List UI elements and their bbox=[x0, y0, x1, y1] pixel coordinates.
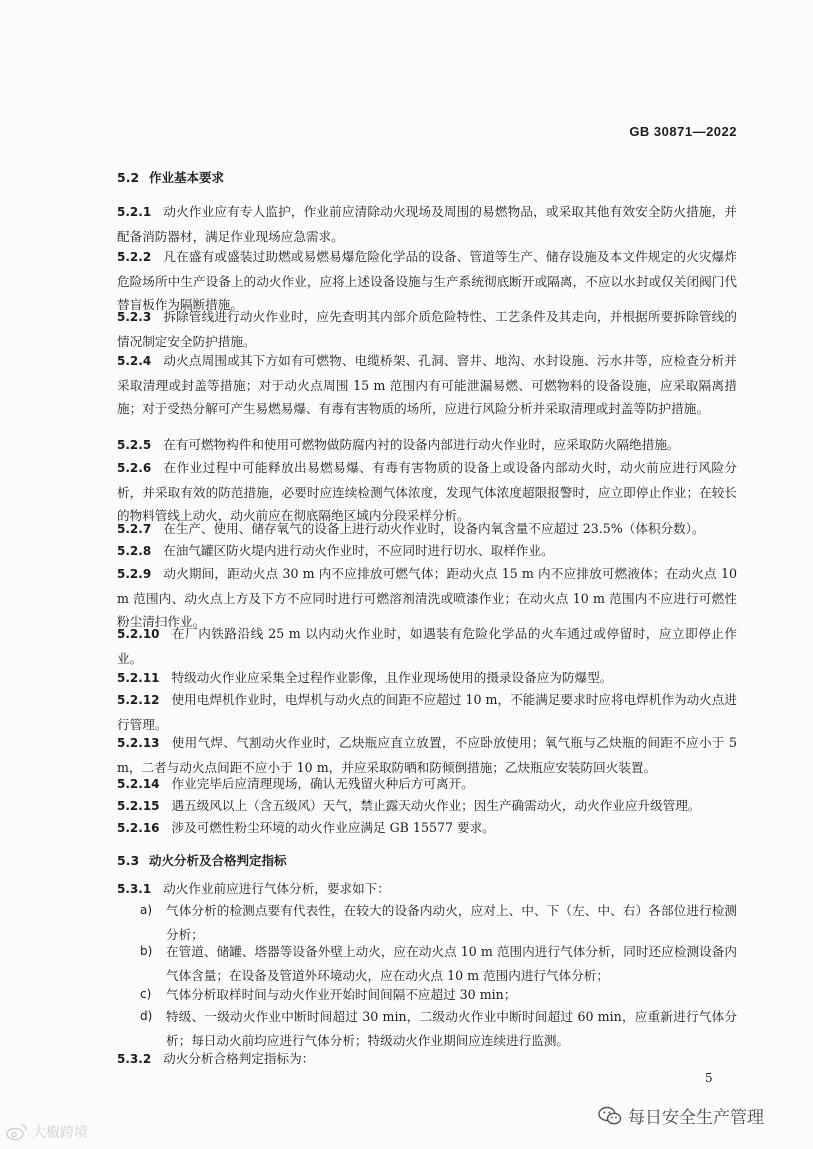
clause-text: 动火期间，距动火点 30 m 内不应排放可燃气体；距动火点 15 m 内不应排放可燃液体；在动火点 10 m 范围内、动火点上方及下方不应同时进行可燃溶剂清洗或喷漆作业；在动火点 10 m 范围内不应进行可燃性粉尘清扫作业。 bbox=[117, 566, 737, 629]
clause-text: 在厂内铁路沿线 25 m 以内动火作业时，如遇装有危险化学品的火车通过或停留时，应立即停止作业。 bbox=[117, 626, 737, 666]
clause-text: 凡在盛有或盛装过助燃或易燃易爆危险化学品的设备、管道等生产、储存设施及本文件规定的火灾爆炸危险场所中生产设备上的动火作业，应将上述设备设施与生产系统彻底断开或隔离，不应以水封或仅关闭阀门代替盲板作为隔断措施。 bbox=[117, 249, 737, 312]
clause-text: 在生产、使用、储存氧气的设备上进行动火作业时，设备内氧含量不应超过 23.5%（体积分数）。 bbox=[163, 521, 705, 536]
list-item-text: 在管道、储罐、塔器等设备外壁上动火，应在动火点 10 m 范围内进行气体分析，同时还应检测设备内气体含量；在设备及管道外环境动火，应在动火点 10 m 范围内进行气体分析； bbox=[166, 944, 737, 983]
clause-number: 5.2.7 bbox=[117, 522, 152, 536]
clause-5-3-1 bbox=[117, 877, 737, 902]
clause-text: 动火分析合格判定指标为： bbox=[163, 1051, 315, 1066]
clause-number: 5.3.1 bbox=[117, 882, 152, 896]
clause-5-2-8 bbox=[117, 539, 737, 564]
section-title: 作业基本要求 bbox=[149, 170, 225, 185]
clause-5-2-7 bbox=[117, 517, 737, 542]
clause-number: 5.3.2 bbox=[117, 1052, 152, 1066]
clause-number: 5.2.11 bbox=[117, 671, 160, 685]
list-item-text: 气体分析的检测点要有代表性，在较大的设备内动火，应对上、中、下（左、中、右）各部位进行检测分析； bbox=[166, 903, 737, 942]
clause-number: 5.2.12 bbox=[117, 693, 160, 707]
clause-5-2-4 bbox=[117, 349, 737, 421]
section-number: 5.2 bbox=[117, 170, 140, 185]
clause-text: 动火作业应有专人监护，作业前应清除动火现场及周围的易燃物品，或采取其他有效安全防火措施，并配备消防器材，满足作业现场应急需求。 bbox=[117, 204, 737, 244]
clause-number: 5.2.3 bbox=[117, 310, 152, 324]
clause-number: 5.2.15 bbox=[117, 799, 160, 813]
list-item-b bbox=[140, 940, 737, 987]
list-item-a bbox=[140, 899, 737, 946]
clause-number: 5.2.13 bbox=[117, 736, 160, 750]
wechat-icon bbox=[598, 1106, 622, 1126]
list-marker: d) bbox=[140, 1009, 153, 1023]
clause-number: 5.2.14 bbox=[117, 777, 160, 791]
list-item-c bbox=[140, 983, 737, 1007]
section-heading-5-2 bbox=[117, 168, 224, 186]
clause-5-2-3 bbox=[117, 305, 737, 353]
section-title: 动火分析及合格判定指标 bbox=[149, 853, 287, 868]
clause-text: 使用气焊、气割动火作业时，乙炔瓶应直立放置，不应卧放使用；氧气瓶与乙炔瓶的间距不应小于 5 m，二者与动火点间距不应小于 10 m，并应采取防晒和防倾倒措施；乙炔瓶应安装防回火装置。 bbox=[117, 735, 737, 775]
watermark-weibo-text: 大椒跨境 bbox=[32, 1125, 88, 1141]
page-number: 5 bbox=[705, 1071, 713, 1085]
section-heading-5-3 bbox=[117, 851, 287, 869]
clause-number: 5.2.6 bbox=[117, 461, 152, 475]
clause-number: 5.2.5 bbox=[117, 438, 152, 452]
clause-5-2-12 bbox=[117, 688, 737, 736]
clause-number: 5.2.1 bbox=[117, 205, 152, 219]
clause-5-2-1 bbox=[117, 200, 737, 248]
clause-text: 遇五级风以上（含五级风）天气，禁止露天动火作业；因生产确需动火，动火作业应升级管理。 bbox=[171, 798, 701, 813]
list-item-text: 气体分析取样时间与动火作业开始时间间隔不应超过 30 min； bbox=[166, 987, 517, 1002]
clause-text: 动火点周围或其下方如有可燃物、电缆桥架、孔洞、窨井、地沟、水封设施、污水井等，应检查分析并采取清理或封盖等措施；对于动火点周围 15 m 范围内有可能泄漏易燃、可燃物料的设备设施，应采取隔离措施；对于受热分解可产生易燃易爆、有毒有害物质的场所，应进行风险分析并采取清理或封盖等防护措施。 bbox=[117, 353, 737, 416]
clause-text: 涉及可燃性粉尘环境的动火作业应满足 GB 15577 要求。 bbox=[171, 820, 495, 835]
clause-5-2-11 bbox=[117, 666, 737, 691]
clause-text: 在有可燃物构件和使用可燃物做防腐内衬的设备内部进行动火作业时，应采取防火隔绝措施。 bbox=[163, 437, 680, 452]
list-item-d bbox=[140, 1005, 737, 1052]
section-number: 5.3 bbox=[117, 853, 140, 868]
clause-text: 拆除管线进行动火作业时，应先查明其内部介质危险特性、工艺条件及其走向，并根据所要拆除管线的情况制定安全防护措施。 bbox=[117, 309, 737, 349]
watermark-weibo bbox=[6, 1122, 88, 1142]
clause-text: 使用电焊机作业时，电焊机与动火点的间距不应超过 10 m，不能满足要求时应将电焊机作为动火点进行管理。 bbox=[117, 692, 737, 732]
clause-number: 5.2.4 bbox=[117, 354, 152, 368]
clause-5-3-2 bbox=[117, 1047, 737, 1072]
list-marker: a) bbox=[140, 903, 153, 917]
clause-5-2-16 bbox=[117, 816, 737, 841]
clause-text: 动火作业前应进行气体分析，要求如下： bbox=[163, 881, 390, 896]
clause-text: 在油气罐区防火堤内进行动火作业时，不应同时进行切水、取样作业。 bbox=[163, 543, 554, 558]
clause-number: 5.2.10 bbox=[117, 627, 160, 641]
list-marker: b) bbox=[140, 944, 153, 958]
list-marker: c) bbox=[140, 987, 152, 1001]
clause-number: 5.2.9 bbox=[117, 567, 152, 581]
watermark-wechat-text: 每日安全生产管理 bbox=[628, 1108, 764, 1128]
clause-number: 5.2.16 bbox=[117, 821, 160, 835]
clause-5-2-14 bbox=[117, 772, 737, 797]
clause-number: 5.2.8 bbox=[117, 544, 152, 558]
standard-code: GB 30871—2022 bbox=[629, 124, 737, 139]
clause-text: 特级动火作业应采集全过程作业影像，且作业现场使用的摄录设备应为防爆型。 bbox=[171, 670, 613, 685]
clause-5-2-10 bbox=[117, 622, 737, 670]
watermark-wechat bbox=[598, 1103, 764, 1128]
weibo-icon bbox=[6, 1123, 28, 1141]
clause-number: 5.2.2 bbox=[117, 250, 152, 264]
clause-5-2-15 bbox=[117, 794, 737, 819]
clause-5-2-5 bbox=[117, 433, 737, 458]
clause-text: 在作业过程中可能释放出易燃易爆、有毒有害物质的设备上或设备内部动火时，动火前应进行风险分析，并采取有效的防范措施，必要时应连续检测气体浓度，发现气体浓度超限报警时，应立即停止作业；在较长的物料管线上动火，动火前应在彻底隔绝区域内分段采样分析。 bbox=[117, 460, 737, 523]
clause-text: 作业完毕后应清理现场，确认无残留火种后方可离开。 bbox=[171, 776, 474, 791]
list-item-text: 特级、一级动火作业中断时间超过 30 min，二级动火作业中断时间超过 60 min，应重新进行气体分析；每日动火前均应进行气体分析；特级动火作业期间应连续进行监测。 bbox=[166, 1009, 737, 1048]
